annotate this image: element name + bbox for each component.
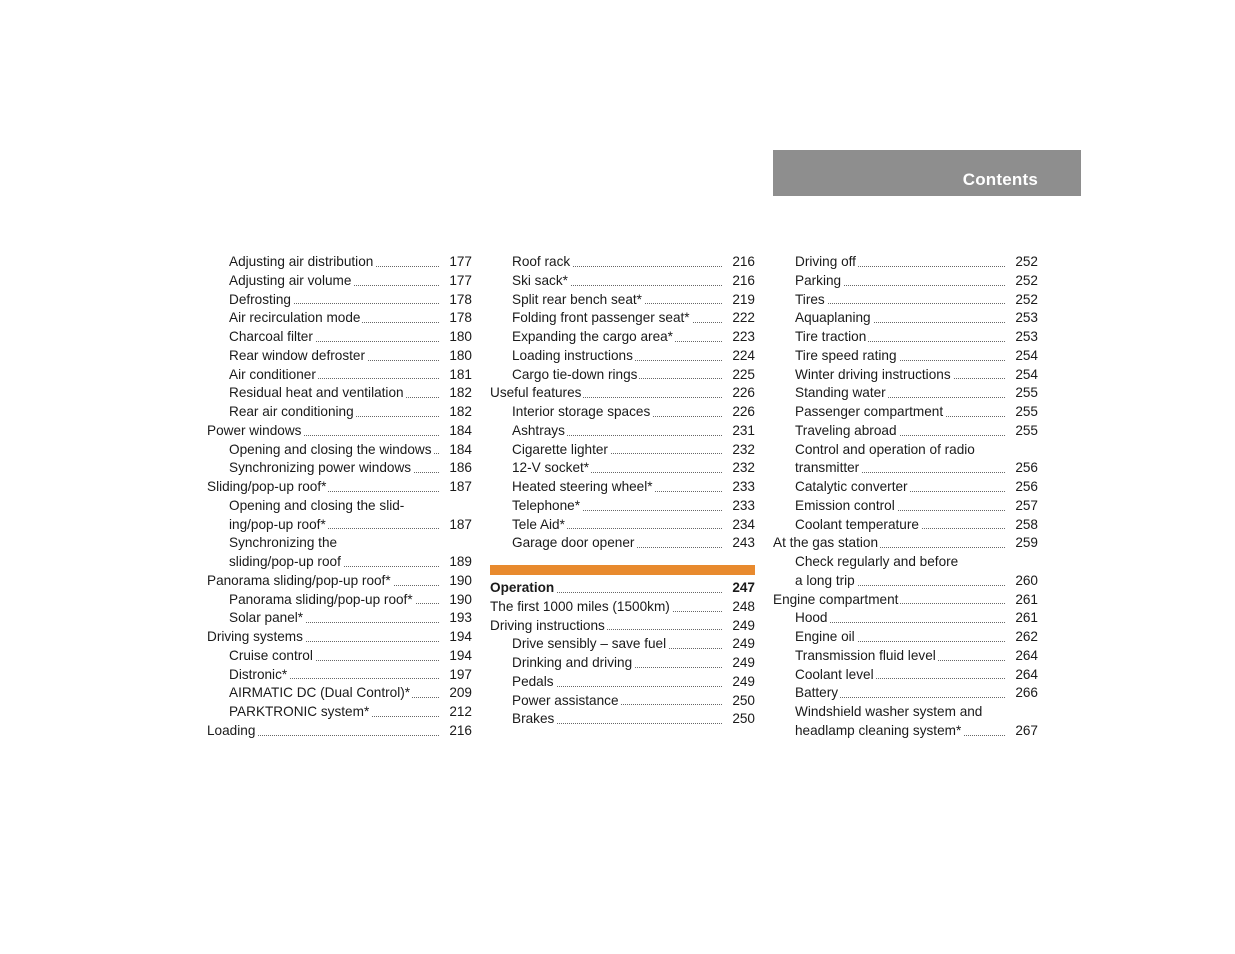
toc-entry[interactable] [490,403,755,422]
toc-entry-label: Adjusting air distribution [229,254,374,269]
toc-entry-label: Standing water [795,385,886,401]
toc-entry-label: Rear air conditioning [229,404,354,419]
toc-entry[interactable] [490,384,755,403]
toc-entry-label: Passenger compartment [795,404,944,419]
toc-entry-page: 194 [442,647,472,666]
toc-entry-page: 178 [442,309,472,328]
toc-entry-page: 262 [1008,628,1038,647]
toc-entry-label: Residual heat and ventilation [229,385,404,401]
toc-entry[interactable] [773,459,1038,478]
toc-entry[interactable] [490,328,755,347]
toc-entry-page: 256 [1008,459,1038,478]
toc-entry[interactable] [773,591,1038,610]
toc-entry-label: Split rear bench seat* [512,291,642,307]
toc-entry-label: Ski sack* [512,272,568,288]
toc-entry-page: 250 [725,710,755,729]
toc-entry-page: 259 [1008,534,1038,553]
toc-entry-label: At the gas station [773,535,879,551]
toc-entry[interactable] [490,478,755,497]
toc-entry-page: 232 [725,459,755,478]
toc-entry-label: Folding front passenger seat* [512,310,690,326]
toc-entry[interactable] [773,309,1038,328]
toc-entry-label: Parking [795,272,842,288]
toc-entry-label: transmitter [795,460,860,476]
toc-entry-label: Loading [207,722,256,738]
toc-entry[interactable] [490,347,755,366]
toc-entry-label: Useful features [490,385,582,401]
toc-entry[interactable] [207,291,472,310]
toc-entry[interactable] [773,384,1038,403]
toc-entry-label: Ashtrays [512,422,565,438]
toc-entry[interactable] [207,366,472,385]
toc-entry-label: Cargo tie-down rings [512,366,638,382]
toc-entry[interactable] [773,253,1038,272]
toc-entry-page: 258 [1008,516,1038,535]
toc-entry-page: 182 [442,403,472,422]
toc-entry[interactable] [207,609,472,628]
toc-entry-label: Power assistance [512,692,619,708]
toc-entry[interactable] [207,441,472,460]
toc-entry[interactable] [490,673,755,692]
toc-entry-page: 212 [442,703,472,722]
toc-entry-page: 216 [725,272,755,291]
toc-entry-label: Operation [490,580,555,595]
toc-column-1 [207,253,472,741]
toc-entry-continued [773,553,1038,572]
toc-entry[interactable] [490,459,755,478]
toc-entry-label: Cigarette lighter [512,441,608,457]
toc-entry-page: 253 [1008,309,1038,328]
toc-entry-label: Telephone* [512,497,581,513]
toc-entry-page: 252 [1008,253,1038,272]
toc-entry[interactable] [490,497,755,516]
toc-entry-label: Panorama sliding/pop-up roof* [229,591,413,607]
toc-entry-page: 267 [1008,722,1038,741]
toc-entry-page: 264 [1008,647,1038,666]
toc-entry-page: 178 [442,291,472,310]
toc-entry-label: Traveling abroad [795,422,897,438]
toc-entry-label: Coolant level [795,666,874,682]
toc-entry-page: 216 [725,253,755,272]
toc-entry-label: Driving systems [207,629,303,644]
toc-entry-page: 247 [725,579,755,598]
toc-entry-label: Driving instructions [490,617,605,633]
toc-entry[interactable] [773,497,1038,516]
toc-entry[interactable] [773,366,1038,385]
toc-entry-page: 184 [442,441,472,460]
toc-entry-page: 190 [442,572,472,591]
toc-entry-label: Loading instructions [512,347,633,363]
toc-entry-label: Control and operation of radio [795,441,975,457]
toc-entry-label: Driving off [795,254,856,269]
toc-entry-label: AIRMATIC DC (Dual Control)* [229,685,411,701]
toc-entry-page: 252 [1008,291,1038,310]
toc-entry-page: 233 [725,478,755,497]
toc-entry-page: 255 [1008,384,1038,403]
toc-entry-label: Emission control [795,497,895,513]
toc-entry-label: Check regularly and before [795,554,959,569]
toc-entry-page: 256 [1008,478,1038,497]
toc-entry[interactable] [207,347,472,366]
toc-entry-label: Tele Aid* [512,516,565,532]
toc-entry-page: 253 [1008,328,1038,347]
toc-entry[interactable] [490,291,755,310]
toc-entry-label: 12-V socket* [512,460,590,476]
toc-entry-label: Windshield washer system and [795,704,983,719]
toc-entry-page: 180 [442,347,472,366]
toc-entry[interactable] [490,692,755,711]
toc-entry-label: Tire traction [795,329,867,344]
toc-entry-label: Rear window defroster [229,347,365,363]
toc-entry-label: headlamp cleaning system* [795,722,962,738]
toc-entry[interactable] [207,666,472,685]
toc-entry[interactable] [490,253,755,272]
toc-entry-label: Synchronizing power windows [229,460,412,476]
toc-entry-page: 181 [442,366,472,385]
toc-entry-continued [773,703,1038,722]
toc-entry[interactable] [207,459,472,478]
toc-entry[interactable] [773,347,1038,366]
toc-entry-page: 257 [1008,497,1038,516]
toc-entry-page: 209 [442,684,472,703]
toc-entry[interactable] [207,272,472,291]
toc-entry-label: Drinking and driving [512,655,633,670]
toc-entry-page: 249 [725,635,755,654]
toc-entry-page: 184 [442,422,472,441]
toc-entry-label: Tires [795,291,825,307]
toc-entry[interactable] [490,516,755,535]
toc-entry-page: 226 [725,384,755,403]
toc-entry-page: 264 [1008,666,1038,685]
toc-entry-label: Catalytic converter [795,479,908,494]
toc-entry-page: 260 [1008,572,1038,591]
toc-entry[interactable] [773,291,1038,310]
toc-entry[interactable] [490,534,755,553]
toc-entry-page: 252 [1008,272,1038,291]
toc-entry[interactable] [490,710,755,729]
toc-entry-page: 177 [442,272,472,291]
toc-entry-label: Drive sensibly – save fuel [512,636,667,652]
toc-entry-label: Panorama sliding/pop-up roof* [207,572,391,588]
toc-entry-label: Opening and closing the windows [229,441,432,457]
toc-entry[interactable] [490,422,755,441]
toc-entry-label: Engine compartment [773,591,899,607]
toc-entry[interactable] [207,553,472,572]
toc-entry-label: Heated steering wheel* [512,479,653,494]
toc-entry-label: Distronic* [229,666,288,682]
toc-entry-label: Cruise control [229,647,313,663]
toc-entry-page: 216 [442,722,472,741]
toc-entry-label: The first 1000 miles (1500km) [490,598,670,614]
toc-entry-page: 255 [1008,422,1038,441]
toc-entry-page: 194 [442,628,472,647]
toc-entry-page: 226 [725,403,755,422]
toc-entry[interactable] [207,384,472,403]
toc-entry-label: Brakes [512,711,555,727]
toc-entry-page: 254 [1008,347,1038,366]
toc-entry-page: 225 [725,366,755,385]
toc-entry[interactable] [773,534,1038,553]
toc-entry-page: 180 [442,328,472,347]
toc-entry[interactable] [773,272,1038,291]
toc-entry[interactable] [490,272,755,291]
toc-entry-page: 266 [1008,684,1038,703]
toc-entry-continued [207,534,472,553]
toc-entry-page: 249 [725,673,755,692]
toc-entry[interactable] [773,422,1038,441]
toc-entry[interactable] [207,253,472,272]
toc-entry-continued [773,441,1038,460]
toc-entry-label: ing/pop-up roof* [229,516,326,532]
toc-entry[interactable] [490,598,755,617]
toc-entry[interactable] [773,572,1038,591]
toc-entry[interactable] [773,666,1038,685]
toc-entry-page: 177 [442,253,472,272]
toc-entry-page: 249 [725,654,755,673]
toc-entry[interactable] [490,366,755,385]
toc-entry-label: Roof rack [512,254,571,269]
toc-entry-label: Charcoal filter [229,329,313,344]
toc-entry[interactable] [773,328,1038,347]
toc-entry-continued [207,497,472,516]
toc-entry-page: 234 [725,516,755,535]
toc-entry-page: 233 [725,497,755,516]
toc-entry-label: a long trip [795,572,855,588]
toc-entry-page: 261 [1008,609,1038,628]
toc-entry-page: 189 [442,553,472,572]
toc-entry[interactable] [490,654,755,673]
section-divider-bar [490,565,755,575]
toc-entry[interactable] [773,516,1038,535]
toc-entry-label: Tire speed rating [795,347,897,363]
toc-entry-label: Pedals [512,673,554,689]
toc-entry-page: 254 [1008,366,1038,385]
toc-entry-page: 222 [725,309,755,328]
toc-entry[interactable] [490,635,755,654]
toc-entry[interactable] [490,441,755,460]
toc-entry[interactable] [490,309,755,328]
toc-entry-label: Air recirculation mode [229,310,361,326]
toc-entry[interactable] [207,403,472,422]
toc-entry[interactable] [207,628,472,647]
toc-entry[interactable] [773,722,1038,741]
toc-entry-label: Coolant temperature [795,516,919,532]
toc-entry-label: Aquaplaning [795,310,871,326]
toc-entry[interactable] [490,617,755,636]
toc-entry-page: 187 [442,478,472,497]
toc-entry-page: 261 [1008,591,1038,610]
toc-entry[interactable] [207,572,472,591]
toc-entry-label: Expanding the cargo area* [512,329,673,344]
toc-entry-label: Air conditioner [229,366,316,382]
toc-entry[interactable] [490,579,755,598]
toc-entry-label: Garage door opener [512,535,635,551]
toc-entry-label: sliding/pop-up roof [229,554,341,569]
toc-entry-page: 190 [442,591,472,610]
toc-entry[interactable] [207,684,472,703]
toc-entry[interactable] [773,478,1038,497]
toc-entry-page: 182 [442,384,472,403]
toc-entry[interactable] [207,478,472,497]
toc-column-3 [773,253,1038,741]
toc-entry[interactable] [207,516,472,535]
toc-entry[interactable] [207,591,472,610]
toc-entry-page: 224 [725,347,755,366]
toc-entry-label: Defrosting [229,291,291,307]
toc-entry-page: 232 [725,441,755,460]
toc-entry[interactable] [207,422,472,441]
toc-entry-page: 250 [725,692,755,711]
toc-entry[interactable] [773,628,1038,647]
toc-entry-label: Solar panel* [229,610,304,626]
contents-header-bar [773,150,1081,196]
toc-column-2 [490,253,755,729]
toc-entry-label: Adjusting air volume [229,272,352,288]
toc-entry-page: 231 [725,422,755,441]
toc-entry-label: PARKTRONIC system* [229,704,370,719]
toc-entry[interactable] [773,684,1038,703]
toc-entry-label: Synchronizing the [229,535,338,551]
toc-entry-page: 197 [442,666,472,685]
toc-entry[interactable] [207,722,472,741]
toc-entry-label: Battery [795,685,839,701]
toc-entry-page: 255 [1008,403,1038,422]
toc-entry[interactable] [773,609,1038,628]
toc-entry[interactable] [207,703,472,722]
toc-entry[interactable] [207,328,472,347]
toc-entry-page: 249 [725,617,755,636]
toc-entry-page: 243 [725,534,755,553]
toc-entry-page: 248 [725,598,755,617]
toc-entry-page: 186 [442,459,472,478]
toc-entry-label: Engine oil [795,629,855,644]
toc-entry-page: 193 [442,609,472,628]
toc-entry-page: 223 [725,328,755,347]
toc-entry-label: Sliding/pop-up roof* [207,479,327,494]
page-title: Contents [962,170,1038,189]
toc-entry-page: 187 [442,516,472,535]
toc-entry-page: 219 [725,291,755,310]
toc-entry[interactable] [773,403,1038,422]
toc-entry-label: Hood [795,610,828,626]
toc-entry[interactable] [773,647,1038,666]
toc-entry-label: Power windows [207,422,302,438]
toc-entry[interactable] [207,647,472,666]
toc-entry-label: Opening and closing the slid- [229,497,405,513]
toc-entry-label: Winter driving instructions [795,366,951,382]
toc-entry-label: Interior storage spaces [512,404,651,419]
toc-entry[interactable] [207,309,472,328]
toc-entry-label: Transmission fluid level [795,647,936,663]
